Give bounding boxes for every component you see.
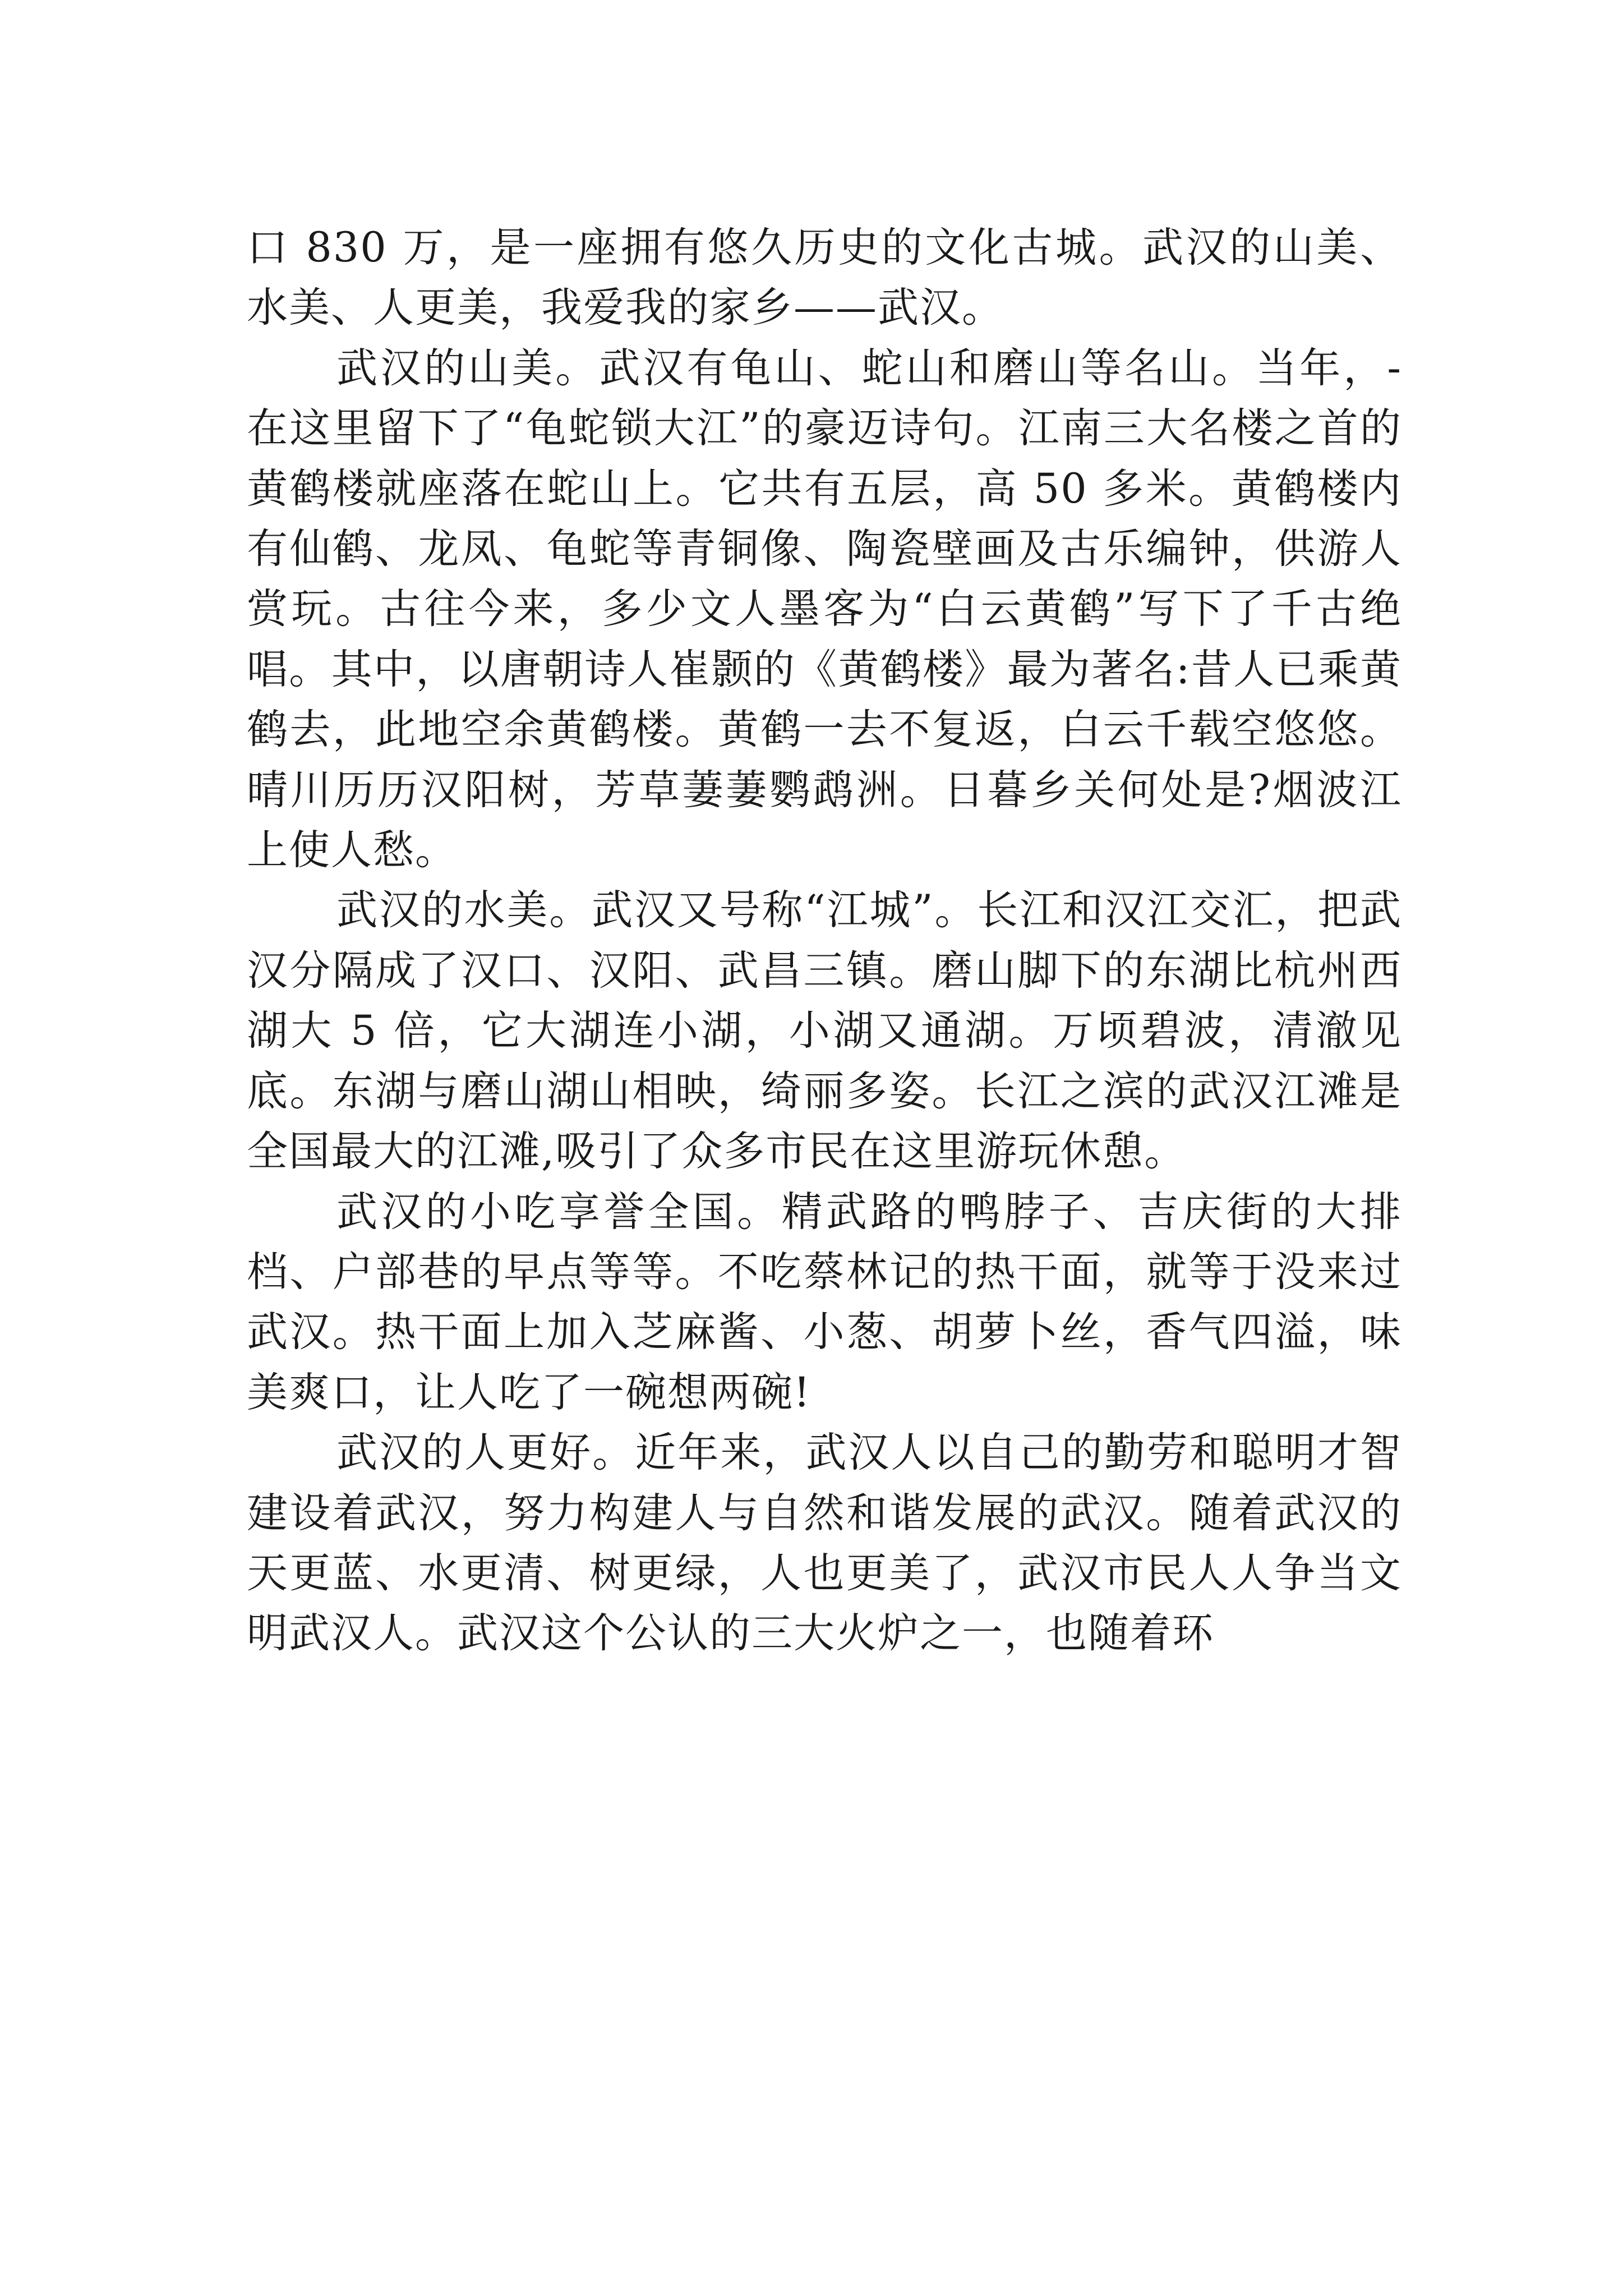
- essay-body: [247, 218, 1402, 1664]
- paragraph-intro: 口 830 万，是一座拥有悠久历史的文化古城。武汉的山美、水美、人更美，我爱我的家乡——武汉。: [247, 224, 1402, 332]
- paragraph-mountains: 武汉的山美。武汉有龟山、蛇山和磨山等名山。当年，-在这里留下了“龟蛇锁大江”的豪迈诗句。江南三大名楼之首的黄鹤楼就座落在蛇山上。它共有五层，高 50 多米。黄鹤楼内有仙鹤、龙凤、龟蛇等青铜像、陶瓷壁画及古乐编钟，供游人赏玩。古往今来，多少文人墨客为“白云黄鹤”写下了千古绝唱。其中，以唐朝诗人崔颢的《黄鹤楼》最为著名:昔人已乘黄鹤去，此地空余黄鹤楼。黄鹤一去不复返，白云千载空悠悠。晴川历历汉阳树，芳草萋萋鹦鹉洲。日暮乡关何处是?烟波江上使人愁。: [247, 344, 1402, 875]
- paragraph-waters: 武汉的水美。武汉又号称“江城”。长江和汉江交汇，把武汉分隔成了汉口、汉阳、武昌三镇。磨山脚下的东湖比杭州西湖大 5 倍，它大湖连小湖，小湖又通湖。万顷碧波，清澈见底。东湖与磨山湖山相映，绮丽多姿。长江之滨的武汉江滩是全国最大的江滩,吸引了众多市民在这里游玩休憩。: [247, 886, 1402, 1176]
- paragraph-people: 武汉的人更好。近年来，武汉人以自己的勤劳和聪明才智建设着武汉，努力构建人与自然和谐发展的武汉。随着武汉的天更蓝、水更清、树更绿，人也更美了，武汉市民人人争当文明武汉人。武汉这个公认的三大火炉之一，也随着环: [247, 1429, 1402, 1658]
- paragraph-snacks: 武汉的小吃享誉全国。精武路的鸭脖子、吉庆街的大排档、户部巷的早点等等。不吃蔡林记的热干面，就等于没来过武汉。热干面上加入芝麻酱、小葱、胡萝卜丝，香气四溢，味美爽口，让人吃了一碗想两碗!: [247, 1188, 1402, 1416]
